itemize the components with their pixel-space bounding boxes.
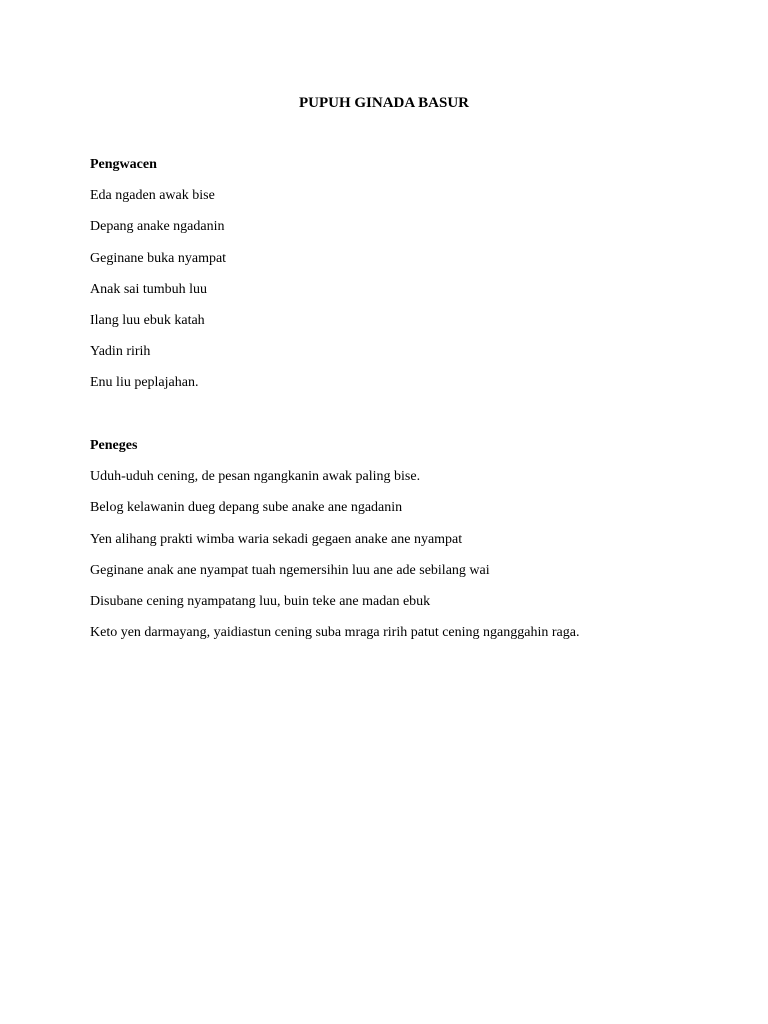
verse-line: Yadin ririh xyxy=(90,344,151,360)
verse-line: Anak sai tumbuh luu xyxy=(90,281,208,297)
explanation-line: Belog kelawanin dueg depang sube anake ane ngadanin xyxy=(90,500,403,516)
explanation-line: Disubane cening nyampatang luu, buin teke ane madan ebuk xyxy=(90,593,431,609)
verse-line: Geginane buka nyampat xyxy=(90,250,227,266)
explanation-line: Uduh-uduh cening, de pesan ngangkanin awak paling bise. xyxy=(90,469,421,485)
verse-line: Ilang luu ebuk katah xyxy=(90,312,205,328)
verse-line: Depang anake ngadanin xyxy=(90,219,225,235)
explanation-line: Keto yen darmayang, yaidiastun cening suba mraga ririh patut cening nganggahin raga. xyxy=(90,625,580,641)
section-peneges xyxy=(90,436,730,654)
verse-line: Eda ngaden awak bise xyxy=(90,188,215,204)
explanation-line: Geginane anak ane nyampat tuah ngemersihin luu ane ade sebilang wai xyxy=(90,562,490,578)
section-pengwacen xyxy=(90,155,730,405)
explanation-line: Yen alihang prakti wimba waria sekadi gegaen anake ane nyampat xyxy=(90,531,463,547)
document-title: PUPUH GINADA BASUR xyxy=(298,95,469,111)
verse-line: Enu liu peplajahan. xyxy=(90,375,199,391)
section-heading: Peneges xyxy=(90,438,138,453)
section-heading: Pengwacen xyxy=(90,157,157,172)
